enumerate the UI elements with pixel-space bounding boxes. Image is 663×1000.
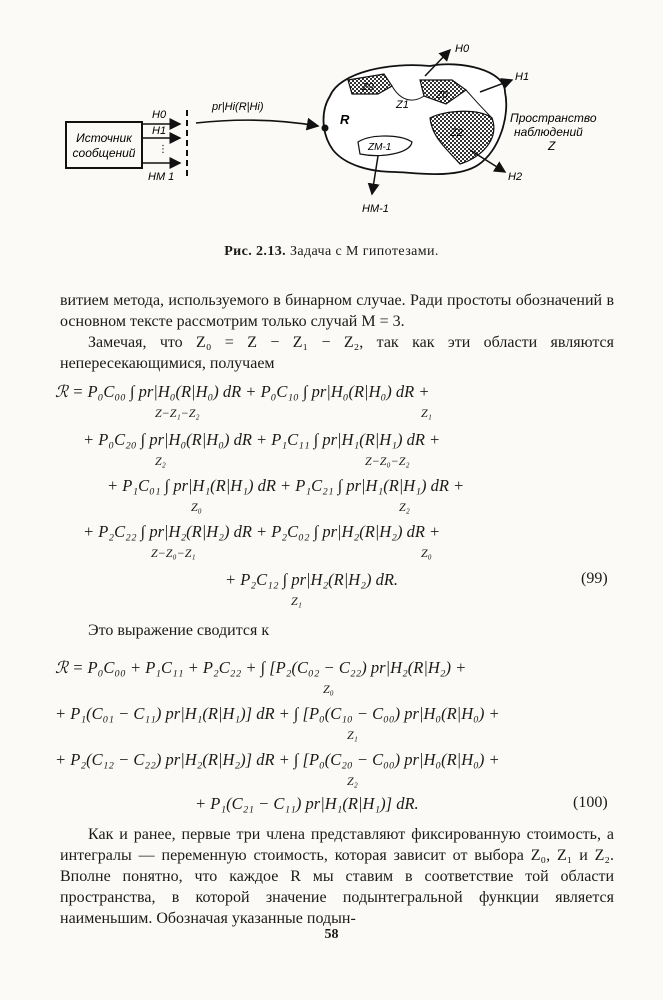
eq99-l1-lim-b: Z₁ [421, 406, 432, 420]
paragraph-3: Это выражение сводится к [88, 622, 270, 639]
eq100-l3-lim: Z₂ [347, 774, 358, 788]
paragraph-1: витием метода, используемого в бинарном случае. Ради простоты обозначений в основном тексте рассмотрим только случай M = 3. [60, 292, 614, 330]
out-h2-label: H2 [508, 171, 523, 183]
eq99-l3-lim-a: Z₀ [191, 500, 202, 514]
page-number: 58 [324, 927, 339, 942]
eq99-l5-lim-a: Z₁ [291, 594, 302, 608]
r-label: R [340, 112, 350, 127]
eq100-line4-text: + P₁(C₂₁ − C₁₁) pr|H₁(R|H₁)] dR. [195, 794, 419, 813]
out-h1-label: H1 [515, 71, 530, 83]
caption-text: Задача с M гипотезами. [289, 244, 439, 259]
dots-vertical: ⋮ [158, 144, 168, 155]
out-h0-label: H0 [455, 43, 470, 55]
figure-m-hypotheses [0, 0, 663, 240]
region-z0-b-label: Z0 [436, 90, 448, 101]
eq99-line1-text: ℛ = P₀C₀₀ ∫ pr|H₀(R|H₀) dR + P₀C₁₀ ∫ pr|H₀(R|H₀) dR + [55, 382, 430, 401]
label-h1: H1 [152, 125, 167, 137]
region-zm-label: ZM-1 [368, 142, 392, 153]
eq99-l1-lim-a: Z−Z₁−Z₂ [155, 406, 200, 420]
space-label-2: наблюдений [514, 125, 583, 139]
eq99-l2-lim-b: Z−Z₀−Z₂ [365, 454, 410, 468]
eq100-line2 [55, 704, 615, 748]
label-h0: H0 [152, 109, 167, 121]
source-box [66, 122, 142, 168]
region-z0-a-label: Z0 [362, 82, 374, 93]
eq100-line1 [55, 658, 615, 702]
out-hm-label: HM-1 [362, 203, 389, 215]
eq99-line1 [55, 382, 615, 426]
figure-caption [0, 244, 663, 260]
region-z2-label: Z2 [450, 127, 463, 139]
paragraph-4: Как и ранее, первые три члена представляют фиксированную стоимость, а интегралы — переменную стоимость, которая зависит от выбора Z₀, Z₁ и Z₂. Вполне понятно, что каждое R мы ставим в соответствие той области пространства, в которой значение подынтегральной функции является наименьшим. Обозначая указанные подын- [60, 826, 614, 927]
eq99-l3-lim-b: Z₂ [399, 500, 410, 514]
eq100-line2-text: + P₁(C₀₁ − C₁₁) pr|H₁(R|H₁)] dR + ∫ [P₀(C₁₀ − C₀₀) pr|H₀(R|H₀) + [55, 704, 500, 723]
eq99-line3 [55, 476, 615, 520]
eq99-line5-text: + P₂C₁₂ ∫ pr|H₂(R|H₂) dR. [225, 570, 399, 589]
eq99-line4 [55, 522, 615, 566]
paragraph-2: Замечая, что Z₀ = Z − Z₁ − Z₂, так как эти области являются непересекающимися, получаем [60, 334, 614, 372]
eq100-line3 [55, 750, 615, 794]
region-z1-label: Z1 [396, 99, 409, 111]
r-point [322, 125, 329, 132]
transition-label: pr|Hi(R|Hi) [212, 101, 264, 113]
transition-arrow [196, 120, 318, 126]
eq99-l4-lim-b: Z₀ [421, 546, 432, 560]
source-label-2: сообщений [72, 146, 136, 160]
eq99-line4-text: + P₂C₂₂ ∫ pr|H₂(R|H₂) dR + P₂C₀₂ ∫ pr|H₂(R|H₂) dR + [83, 522, 441, 541]
caption-number: Рис. 2.13. [224, 244, 287, 259]
source-label-1: Источник [76, 131, 132, 145]
space-label-3: Z [548, 139, 556, 153]
eq99-line3-text: + P₁C₀₁ ∫ pr|H₁(R|H₁) dR + P₁C₂₁ ∫ pr|H₁(R|H₁) dR + [107, 476, 465, 495]
eq99-number: (99) [581, 570, 608, 587]
eq100-l1-lim: Z₀ [323, 682, 334, 696]
eq99-line2-text: + P₀C₂₀ ∫ pr|H₀(R|H₀) dR + P₁C₁₁ ∫ pr|H₁(R|H₁) dR + [83, 430, 441, 449]
eq99-l2-lim-a: Z₂ [155, 454, 166, 468]
eq100-line1-text: ℛ = P₀C₀₀ + P₁C₁₁ + P₂C₂₂ + ∫ [P₂(C₀₂ − C₂₂) pr|H₂(R|H₂) + [55, 658, 467, 677]
eq99-l4-lim-a: Z−Z₀−Z₁ [151, 546, 196, 560]
eq99-line5 [55, 570, 615, 614]
eq100-line3-text: + P₂(C₁₂ − C₂₂) pr|H₂(R|H₂)] dR + ∫ [P₀(C₂₀ − C₀₀) pr|H₀(R|H₀) + [55, 750, 500, 769]
eq99-line2 [55, 430, 615, 474]
label-hm: HM 1 [148, 171, 175, 183]
eq100-number: (100) [573, 794, 608, 811]
eq100-l2-lim: Z₁ [347, 728, 358, 742]
space-label-1: Пространство [510, 111, 597, 125]
